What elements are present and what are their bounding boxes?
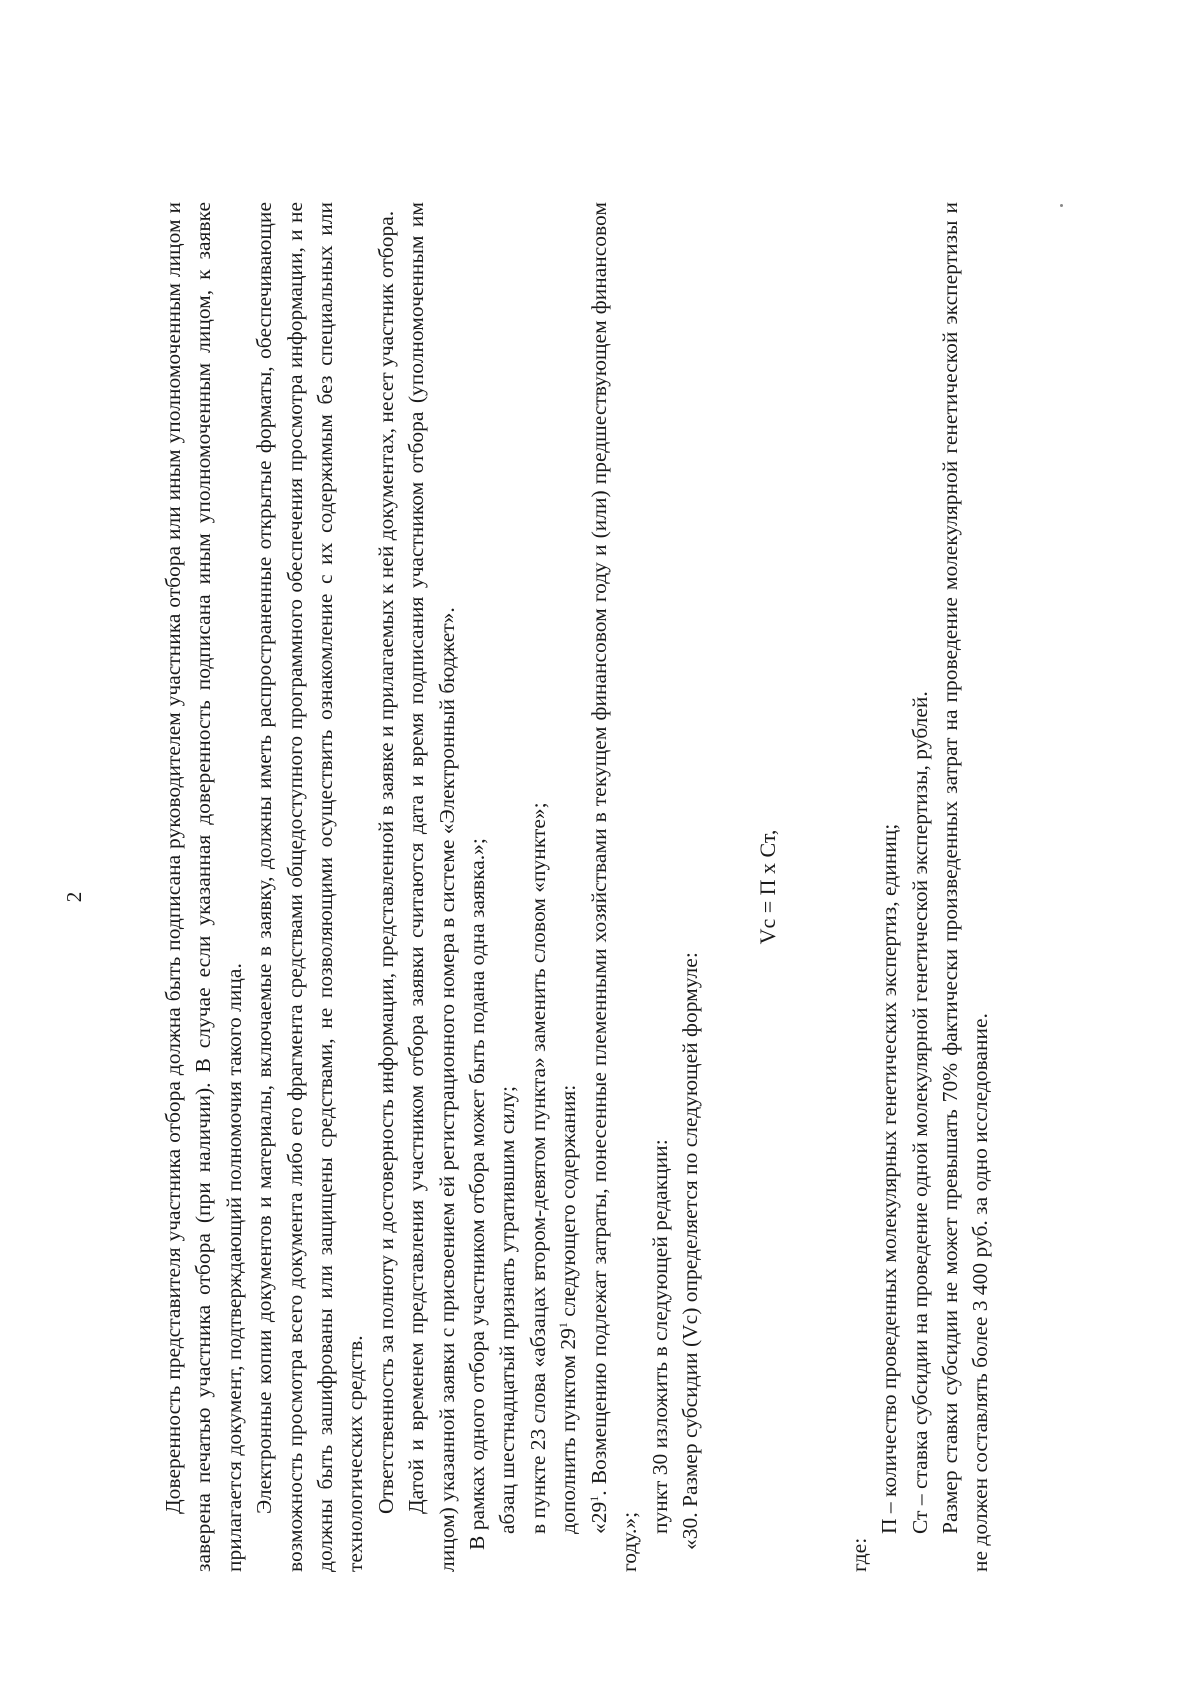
superscript: 1 [586, 1495, 601, 1502]
paragraph-abzac-16: абзац шестнадцатый признать утратившим силу; [495, 1086, 520, 1534]
paragraph-where: где: [846, 1537, 871, 1572]
paragraph-power-of-attorney: Доверенность представителя участника отбора должна быть подписана руководителем участника отбора или иным уполномоченным лицом и заверена печатью участника отбора (при наличии). В случае если указанная доверенность подписана иным уполномоченным лицом, к заявке прилагается документ, подтверждающий полномочия такого лица. [161, 202, 246, 1572]
document-body [158, 202, 996, 1572]
text-fragment: . Возмещению подлежат затраты, понесенные племенными хозяйствами в текущем финансовом году и (или) предшествующем финансовом году.»; [586, 202, 642, 1572]
paragraph-punkt-23: в пункте 23 слова «абзацах втором-девятом пункта» заменить словом «пункте»; [525, 802, 550, 1534]
superscript: 1 [556, 1322, 571, 1329]
paragraph-subsidy-size: «30. Размер субсидии (Vc) определяется по следующей формуле: [677, 952, 702, 1550]
paragraph-def-st: Ст – ставка субсидии на проведение одной молекулярной генетической экспертизы, рублей. [907, 691, 932, 1534]
text-fragment: следующего содержания: [556, 1084, 581, 1317]
paragraph-add-punkt-29-1 [553, 202, 583, 1572]
paragraph-electronic-copies: Электронные копии документов и материалы, включаемые в заявку, должны иметь распространенные открытые форматы, обеспечивающие возможность просмотра всего документа либо его фрагмента средствами общедоступного программного обеспечения просмотра информации, и не должны быть зашифрованы или защищены средствами, не позволяющими осуществить ознакомление с их содержимым без специальных или технологических средств. [252, 202, 368, 1572]
rotated-page [0, 97, 1200, 1697]
page-number: 2 [62, 891, 86, 903]
paragraph-responsibility: Ответственность за полноту и достоверность информации, представленной в заявке и прилагаемых к ней документах, несет участник отбора. [373, 210, 398, 1514]
text-fragment: дополнить пунктом 29 [556, 1328, 581, 1534]
text-fragment: «29 [586, 1501, 611, 1534]
paragraph-punkt-29-1-text [584, 202, 645, 1572]
paragraph-def-p: П – количество проведенных молекулярных генетических экспертиз, единиц; [877, 823, 902, 1534]
paragraph-submission-date: Датой и временем представления участником отбора заявки считаются дата и время подписания участником отбора (уполномоченным им лицом) указанной заявки с присвоением ей регистрационного номера в системе «Электронный бюджет». [404, 202, 459, 1572]
formula: Vc = П x Ст, [755, 829, 781, 945]
paragraph-one-application: В рамках одного отбора участником отбора может быть подана одна заявка.»; [465, 838, 490, 1550]
paragraph-rate-limit: Размер ставки субсидии не может превышать 70% фактически произведенных затрат на проведение молекулярной генетической экспертизы и не должен составлять более 3 400 руб. за одно исследование. [937, 202, 993, 1572]
paragraph-punkt-30: пункт 30 изложить в следующей редакции: [647, 1139, 672, 1534]
scan-speck [1060, 204, 1063, 207]
